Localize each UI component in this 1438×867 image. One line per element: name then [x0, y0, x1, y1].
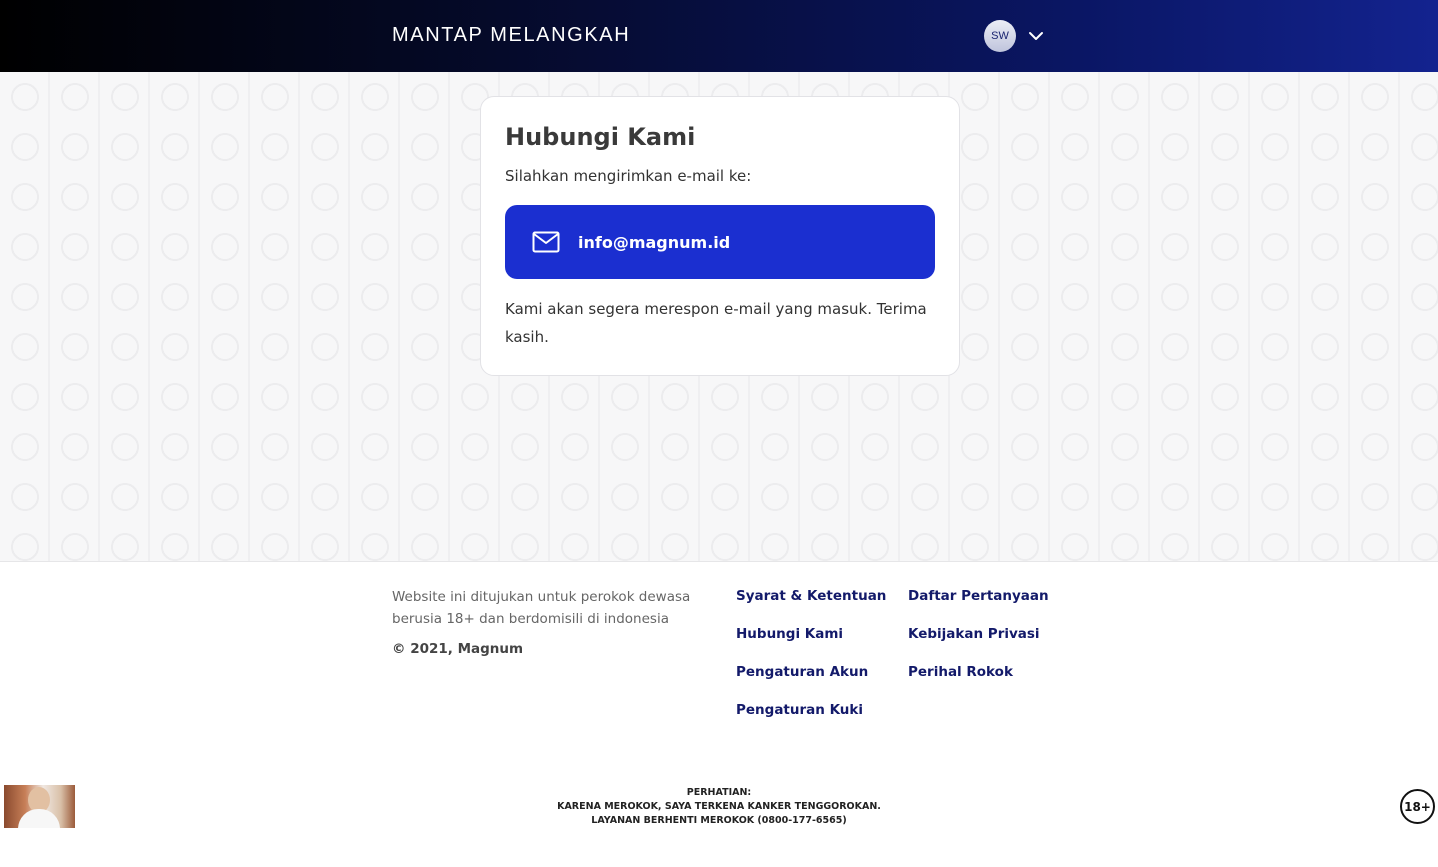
top-header: [0, 0, 1438, 72]
footer-link-cookies[interactable]: Pengaturan Kuki: [736, 702, 864, 718]
brand-logo[interactable]: MANTAP MELANGKAH: [392, 24, 631, 46]
footer-link-privacy[interactable]: Kebijakan Privasi: [908, 626, 1040, 642]
warning-hotline: LAYANAN BERHENTI MEROKOK (0800-177-6565): [591, 815, 847, 826]
contact-subtitle: Silahkan mengirimkan e-mail ke:: [505, 167, 752, 185]
footer-link-account[interactable]: Pengaturan Akun: [736, 664, 869, 680]
page-title: Hubungi Kami: [505, 123, 696, 151]
footer-copyright: © 2021, Magnum: [392, 641, 524, 657]
footer-link-terms[interactable]: Syarat & Ketentuan: [736, 588, 887, 604]
footer-link-smoking[interactable]: Perihal Rokok: [908, 664, 1013, 680]
email-address: info@magnum.id: [578, 232, 731, 252]
health-warning: [0, 786, 1438, 828]
mail-icon: [532, 231, 560, 253]
footer-description: Website ini ditujukan untuk perokok dewasa berusia 18+ dan berdomisili di indonesia: [392, 589, 691, 627]
chevron-down-icon[interactable]: [1028, 30, 1044, 42]
contact-card: [480, 96, 960, 376]
warning-message: KARENA MEROKOK, SAYA TERKENA KANKER TENGGOROKAN.: [557, 801, 881, 812]
footer-link-faq[interactable]: Daftar Pertanyaan: [908, 588, 1049, 604]
warning-title: PERHATIAN:: [686, 787, 752, 798]
contact-note: Kami akan segera merespon e-mail yang masuk. Terima kasih.: [505, 300, 927, 346]
footer-link-contact[interactable]: Hubungi Kami: [736, 626, 844, 642]
email-button[interactable]: [505, 205, 935, 279]
user-avatar[interactable]: SW: [984, 20, 1016, 52]
age-restriction-badge: 18+: [1400, 789, 1435, 824]
